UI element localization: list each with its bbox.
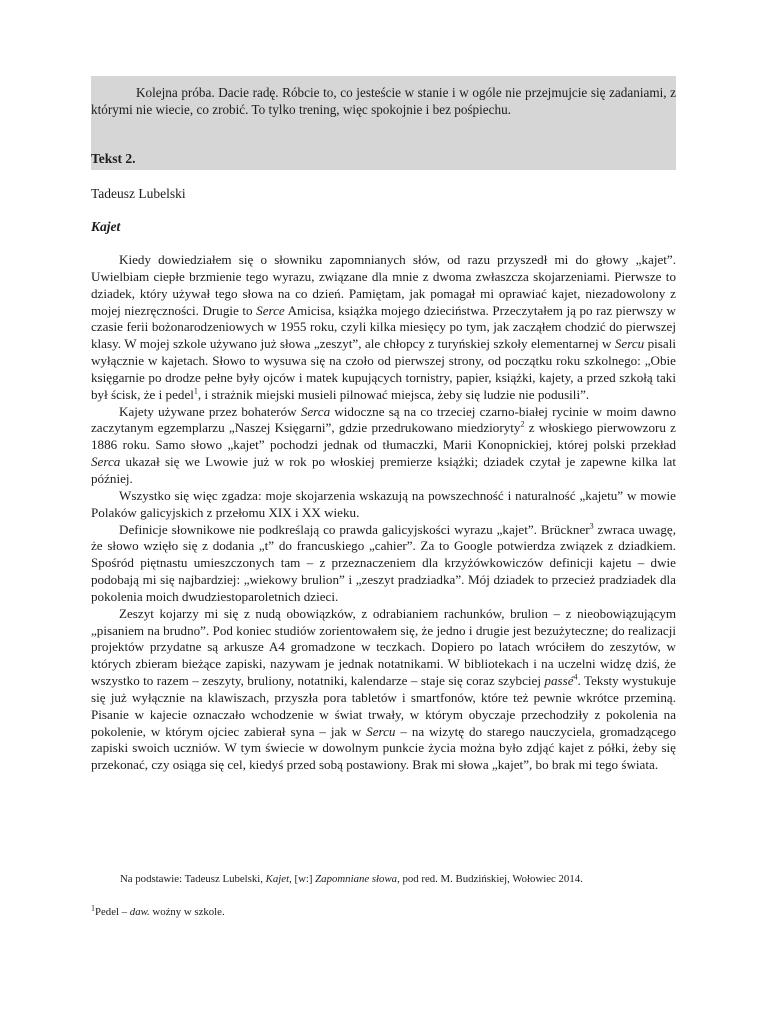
footnote-ref: 4 <box>573 672 578 682</box>
footnote-ref: 2 <box>520 420 525 430</box>
paragraph-5: Zeszyt kojarzy mi się z nudą obowiązków, z odrabianiem rachunków, brulion – z nieobowiązującym „pisaniem na brudno”. Pod koniec studiów zorientowałem się, że jedno i drugie jest bezużyteczne; do realizacji projektów przydatne są arkusze A4 gromadzone w teczkach. Dopiero po latach wróciłem do zeszytów, w których zbieram bieżące zapiski, nazywam je jednak notatnikami. W bibliotekach i na uczelni widzę dziś, że wszystko to razem – zeszyty, bruliony, notatniki, kalendarze – staje się coraz szybciej passé$^4$. Teksty wystukuje się już wyłącznie na klawiszach, przyszła pora tabletów i smartfonów, które też pewnie wkrótce przeminą. Pisanie w kajecie oznaczało wchodzenie w świat trwały, w którym obyczaje przechodziły z pokolenia na pokolenie, w którym ojciec zabierał syna – jak w Sercu – na wizytę do starego nauczyciela, gromadzącego zapiski swoich uczniów. W tym świecie w dowolnym punkcie życia można było zdjąć kajet z półki, żeby się przekonać, czy osiąga się cel, kiedyś przed sobą postawiony. Brak mi słowa „kajet”, bo brak mi tego świata. <box>91 605 676 773</box>
instruction-text: Kolejna próba. Dacie radę. Róbcie to, co jesteście w stanie i w ogóle nie przejmujcie się zadaniami, z którymi nie wiecie, co zrobić. To tylko trening, więc spokojnie i bez pośpiechu. <box>91 85 676 117</box>
footnote: $^1$Pedel – daw. woźny w szkole. <box>91 903 225 918</box>
article-body <box>91 252 676 774</box>
text-number-heading: Tekst 2. <box>91 151 136 166</box>
paragraph-4: Definicje słownikowe nie podkreślają co prawda galicyjskości wyrazu „kajet”. Brückner$^3$ zwraca uwagę, że słowo wzięło się z dodania „t” do francuskiego „cahier”. Za to Google potwierdza związek z dziadkiem. Spośród piętnastu umieszczonych tam – z przeznaczeniem dla krzyżówkowiczów definicji kajetu – dwie podobają mi się najbardziej: „wiekowy brulion” i „zeszyt pradziadka”. Mój dziadek to przecież pradziadek dla pokolenia moich dwudziestoparoletnich dzieci. <box>91 521 677 604</box>
footnote-ref: 1 <box>193 386 198 396</box>
paragraph-3: Wszystko się więc zgadza: moje skojarzenia wskazują na powszechność i naturalność „kajetu” w mowie Polaków galicyjskich z przełomu XIX i XX wieku. <box>91 487 676 520</box>
author-name: Tadeusz Lubelski <box>91 186 186 201</box>
source-citation: Na podstawie: Tadeusz Lubelski, Kajet, [w:] Zapomniane słowa, pod red. M. Budzińskiej, Wołowiec 2014. <box>120 873 583 885</box>
paragraph-2: Kajety używane przez bohaterów Serca widoczne są na co trzeciej czarno-białej rycinie w moim dawno zaczytanym egzemplarzu „Naszej Księgarni”, gdzie przedrukowano miedzioryty$^2$ z włoskiego pierwowzoru z 1886 roku. Samo słowo „kajet” pochodzi jednak od tłumaczki, Marii Konopnickiej, której polski przekład Serca ukazał się we Lwowie już w rok po włoskiej premierze książki; dziadek czytał je zapewne kilka lat później. <box>91 403 676 486</box>
paragraph-1: Kiedy dowiedziałem się o słowniku zapomnianych słów, od razu przyszedł mi do głowy „kajet”. Uwielbiam ciepłe brzmienie tego wyrazu, związane dla mnie z dwoma zwłaszcza skojarzeniami. Pierwsze to dziadek, który używał tego słowa na co dzień. Pamiętam, jak pomagał mi oprawiać kajet, niezadowolony z mojej niezręczności. Drugie to Serce Amicisa, książka mojego dzieciństwa. Przeczytałem ją po raz pierwszy w czasie ferii bożonarodzeniowych w 1955 roku, czyli kilka miesięcy po tym, jak zacząłem chodzić do pierwszej klasy. W mojej szkole używano już słowa „zeszyt”, ale chłopcy z turyńskiej szkoły elementarnej w Sercu pisali wyłącznie w kajetach. Słowo to wysuwa się na czoło od pierwszej strony, od początku roku szkolnego: „Obie księgarnie po drodze pełne były ojców i matek kupujących tornistry, papier, książki, kajety, a przed szkołą taki był ścisk, że i pedel$^1$, i strażnik miejski musieli pilnować miejsca, żeby się ludzie nie podusili”. <box>91 252 676 402</box>
article-title: Kajet <box>91 219 121 234</box>
footnote-ref: 3 <box>589 521 594 531</box>
